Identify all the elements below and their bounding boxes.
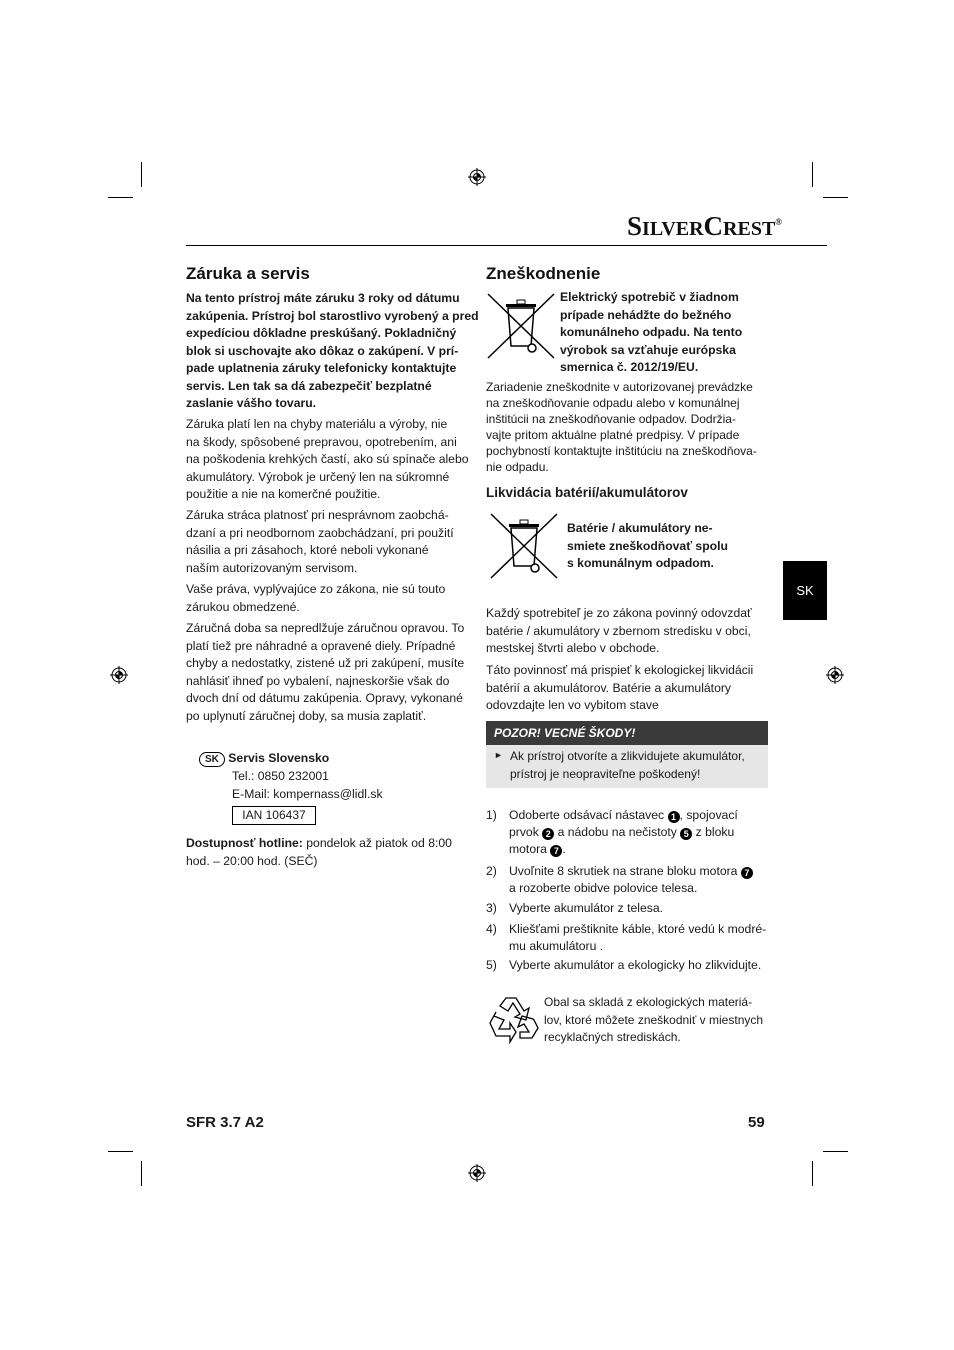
crossed-bin-icon xyxy=(486,292,556,360)
warning-body xyxy=(486,745,768,788)
registration-mark-icon xyxy=(826,666,844,684)
crop-mark xyxy=(823,1151,848,1152)
registration-mark-icon xyxy=(468,168,486,186)
list-item: 5) Vyberte akumulátor a ekologicky ho zlikvidujte. xyxy=(486,958,762,972)
recycle-icon xyxy=(486,994,540,1046)
brand-logo: SILVERCREST® xyxy=(627,211,783,241)
warranty-intro: Na tento prístroj máte záruku 3 roky od dátumu zakúpenia. Prístroj bol starostlivo vyrobený a pred expedíciou dôkladne preskúšaný. Pokladničný blok si uschovajte ako dôkaz o zakúpení. V prí- pade uplatnenia záruky telefonicky kontaktujte servis. Len tak sa dá zabezpečiť bezplatné zaslanie vášho tovaru. xyxy=(186,291,479,410)
registration-mark-icon xyxy=(110,666,128,684)
hotline-info: Dostupnosť hotline: pondelok až piatok od 8:00 hod. – 20:00 hod. (SEČ) xyxy=(186,836,452,868)
recycle-note: Obal sa skladá z ekologických materiá- lov, ktoré môžete zneškodniť v miestnych recyklačných strediskách. xyxy=(544,995,764,1044)
section-title-warranty: Záruka a servis xyxy=(186,264,310,283)
warranty-paragraph: Záruka platí len na chyby materiálu a výroby, nie na škody, spôsobené prepravou, opotrebením, ani na poškodenia krehkých častí, ako sú spínače alebo akumulátory. Výrobok je určený len na súkromné použitie a nie na komerčné použitie. xyxy=(186,417,469,501)
warranty-paragraph: Záručná doba sa nepredlžuje záručnou opravou. To platí tiež pre náhradné a opravené diely. Prípadné chyby a nedostatky, zistené už pri zakúpení, musíte nahlásiť ihneď po vybalení, najneskoršie však do dvoch dní od dátumu zakúpenia. Opravy, vykonané po uplynutí záručnej doby, sa musia zaplatiť. xyxy=(186,621,465,723)
language-tab: SK xyxy=(783,561,827,620)
part-number-badge: 2 xyxy=(542,828,554,840)
arrow-icon: ► xyxy=(494,750,503,760)
part-number-badge: 7 xyxy=(550,845,562,857)
battery-paragraph: Táto povinnosť má prispieť k ekologickej likvidácii batérií a akumulátorov. Batérie a akumulátory odovzdajte len vo vybitom stave xyxy=(486,663,754,712)
crop-mark xyxy=(812,162,813,187)
warranty-paragraph: Záruka stráca platnosť pri nesprávnom zaobchá- dzaní a pri neodbornom zaobchádzaní, pri použití násilia a pri zásahoch, ktoré neboli vykonané naším autorizovaným servisom. xyxy=(186,508,454,575)
crop-mark xyxy=(108,1151,133,1152)
battery-warning: Batérie / akumulátory ne- smiete zneškodňovať spolu s komunálnym odpadom. xyxy=(567,521,728,570)
warranty-paragraph: Vaše práva, vyplývajúce zo zákona, nie sú touto zárukou obmedzené. xyxy=(186,582,446,614)
service-block xyxy=(199,750,329,768)
model-number: SFR 3.7 A2 xyxy=(186,1114,264,1131)
list-item: 1) Odoberte odsávací nástavec 1 , spojovací prvok 2 a nádobu na nečistoty 5 z bloku motora 7 . xyxy=(486,808,738,856)
crop-mark xyxy=(141,162,142,187)
battery-subtitle: Likvidácia batérií/akumulátorov xyxy=(486,485,688,500)
list-item: 4) Kliešťami preštiknite káble, ktoré vedú k modré- mu akumulátoru . xyxy=(486,922,767,953)
part-number-badge: 5 xyxy=(680,828,692,840)
header-rule xyxy=(186,245,827,246)
part-number-badge: 1 xyxy=(668,811,680,823)
part-number-badge: 7 xyxy=(741,867,753,879)
warning-text: Ak prístroj otvoríte a zlikvidujete akumulátor, prístroj je neopraviteľne poškodený! xyxy=(510,749,745,781)
warning-header: POZOR! VECNÉ ŠKODY! xyxy=(486,721,768,745)
crop-mark xyxy=(823,197,848,198)
crop-mark xyxy=(812,1161,813,1186)
section-title-disposal: Zneškodnenie xyxy=(486,264,601,283)
list-item: 2) Uvoľnite 8 skrutiek na strane bloku motora 7 a rozoberte obidve polovice telesa. xyxy=(486,863,770,897)
service-tel: Tel.: 0850 232001 xyxy=(232,769,329,783)
page-number: 59 xyxy=(748,1114,765,1131)
crossed-bin-icon xyxy=(489,512,559,580)
crop-mark xyxy=(108,197,133,198)
list-item: 3) Vyberte akumulátor z telesa. xyxy=(486,901,663,915)
registration-mark-icon xyxy=(468,1164,486,1182)
crop-mark xyxy=(141,1161,142,1186)
battery-paragraph: Každý spotrebiteľ je zo zákona povinný odovzdať batérie / akumulátory v zbernom stredisku v obci, mestskej štvrti alebo v obchode. xyxy=(486,606,752,655)
country-badge: SK xyxy=(199,752,225,767)
ian-box: IAN 106437 xyxy=(232,806,316,825)
disposal-paragraph: Zariadenie zneškodnite v autorizovanej prevádzke na zneškodňovanie odpadu alebo v komunálnej inštitúcii na zneškodňovanie odpadov. Dodržia- vajte pritom aktuálne platné predpisy. V prípade pochybností kontaktujte inštitúciu na zneškodňova- nie odpadu. xyxy=(486,380,757,474)
weee-warning: Elektrický spotrebič v žiadnom prípade nehádžte do bežného komunálneho odpadu. Na tento výrobok sa vzťahuje európska smernica č. 2012/19/EU. xyxy=(560,290,743,374)
service-name: Servis Slovensko xyxy=(228,751,330,765)
service-email[interactable]: E-Mail: kompernass@lidl.sk xyxy=(232,787,383,801)
